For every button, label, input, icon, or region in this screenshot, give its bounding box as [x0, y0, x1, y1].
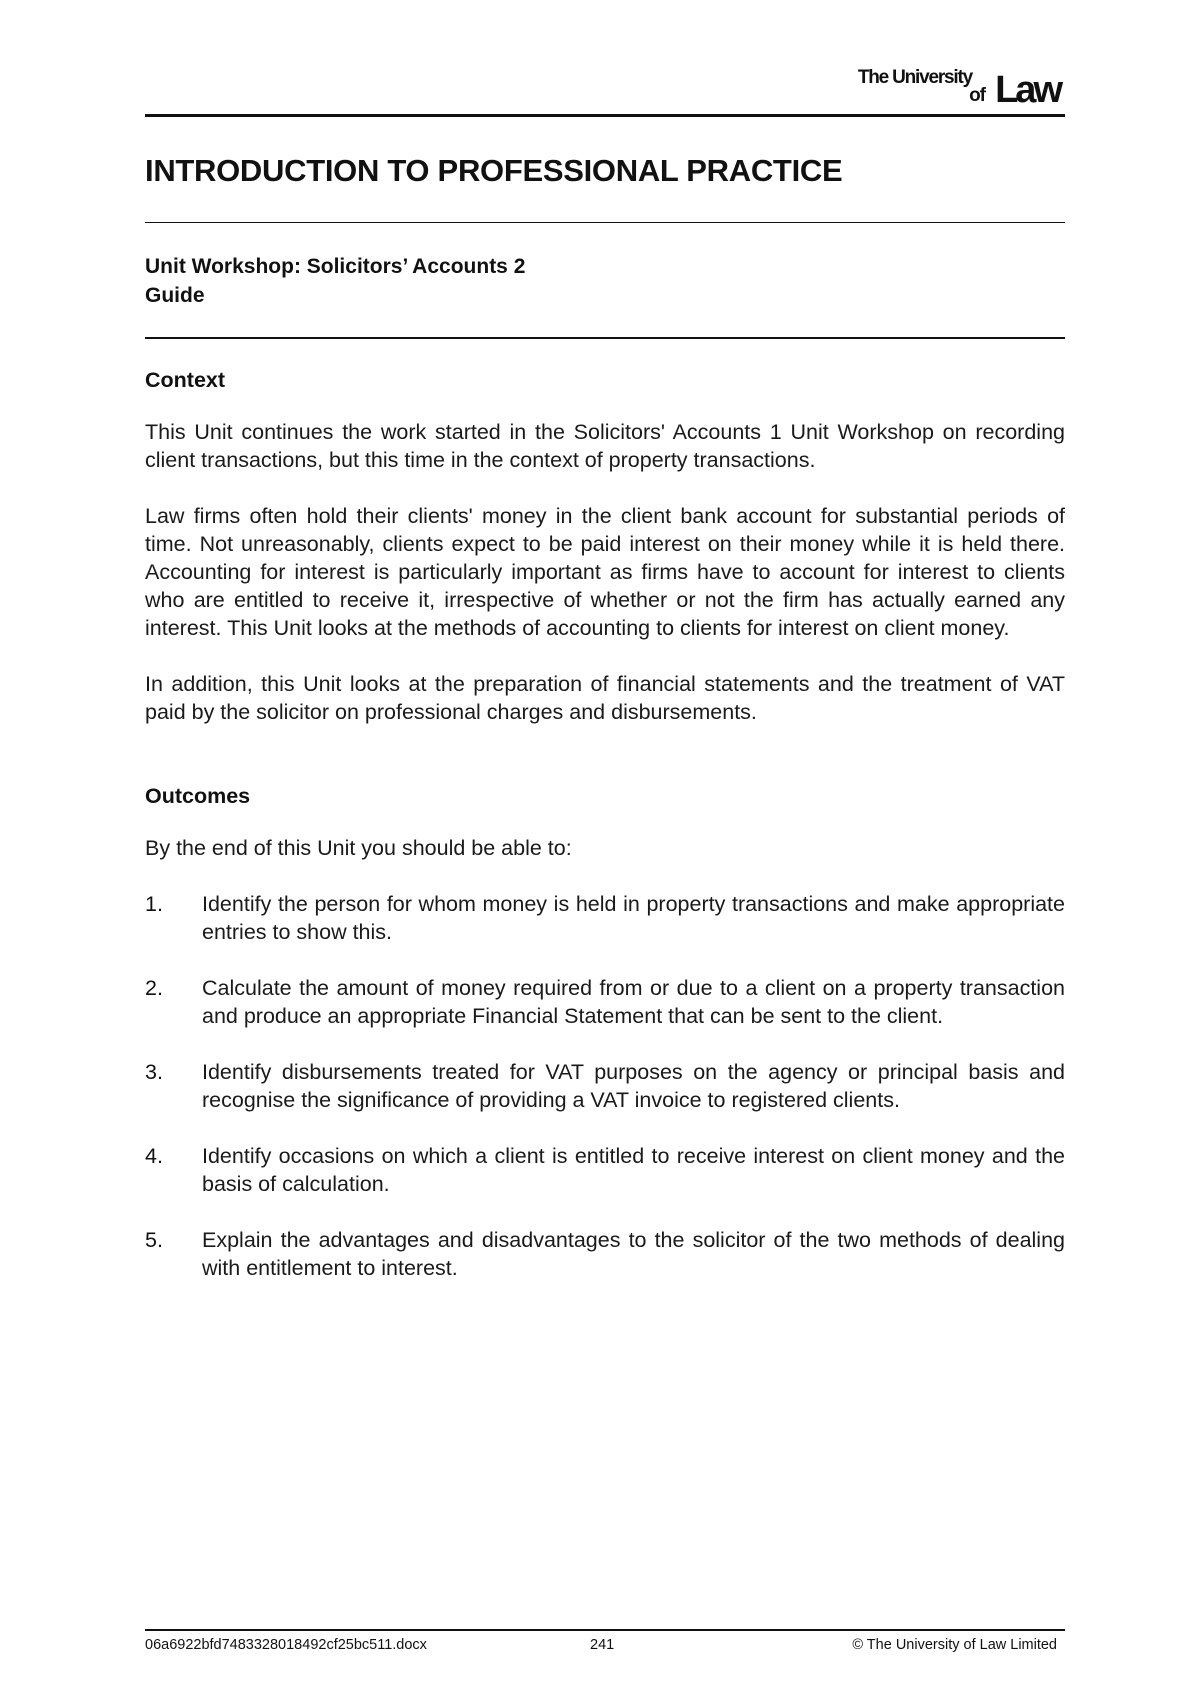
subtitle-guide: Guide [145, 284, 205, 307]
page-title: INTRODUCTION TO PROFESSIONAL PRACTICE [145, 153, 843, 188]
context-paragraph: Law firms often hold their clients' money in the client bank account for substantial periods of time. Not unreasonably, clients expect to be paid interest on their money while it is held there. Accounting for interest is particularly important as firms have to account for interest to clients who are entitled to receive it, irrespective of whether or not the firm has actually earned any interest. This Unit looks at the methods of accounting to clients for interest on client money. [145, 504, 1065, 640]
list-item-text: Identify the person for whom money is held in property transactions and make appropriate entries to show this. [202, 892, 1065, 944]
context-paragraph: In addition, this Unit looks at the preparation of financial statements and the treatment of VAT paid by the solicitor on professional charges and disbursements. [145, 672, 1065, 724]
unit-subtitle [145, 252, 525, 310]
footer-page-number: 241 [590, 1637, 615, 1653]
header-rule [145, 114, 1065, 117]
subtitle-workshop: Unit Workshop: Solicitors’ Accounts 2 [145, 255, 526, 278]
list-item [145, 1226, 1065, 1282]
list-item-number: 4. [145, 1144, 163, 1168]
logo-line-university: The University [857, 67, 972, 88]
logo-line-of: of [969, 85, 985, 106]
context-paragraph: This Unit continues the work started in the Solicitors' Accounts 1 Unit Workshop on recording client transactions, but this time in the context of property transactions. [145, 420, 1065, 472]
subtitle-divider [145, 337, 1065, 339]
outcomes-heading: Outcomes [145, 784, 251, 808]
list-item-number: 1. [145, 892, 163, 916]
logo-line-law: Law [995, 69, 1060, 111]
list-item [145, 1142, 1065, 1198]
university-logo [840, 65, 1060, 109]
list-item [145, 1058, 1065, 1114]
list-item-text: Explain the advantages and disadvantages to the solicitor of the two methods of dealing with entitlement to interest. [202, 1228, 1065, 1280]
list-item-text: Calculate the amount of money required from or due to a client on a property transaction and produce an appropriate Financial Statement that can be sent to the client. [202, 976, 1065, 1028]
context-section [145, 366, 1065, 726]
footer-copyright: © The University of Law Limited [852, 1637, 1057, 1653]
list-item [145, 974, 1065, 1030]
main-content [145, 366, 1065, 1310]
list-item-number: 2. [145, 976, 163, 1000]
list-item-text: Identify occasions on which a client is entitled to receive interest on client money and the basis of calculation. [202, 1144, 1065, 1196]
list-item-number: 5. [145, 1228, 163, 1252]
list-item-number: 3. [145, 1060, 163, 1084]
footer-rule [145, 1629, 1065, 1631]
footer-filename: 06a6922bfd7483328018492cf25bc511.docx [145, 1637, 427, 1653]
outcomes-intro: By the end of this Unit you should be able to: [145, 836, 572, 860]
list-item-text: Identify disbursements treated for VAT purposes on the agency or principal basis and recognise the significance of providing a VAT invoice to registered clients. [202, 1060, 1065, 1112]
title-divider [145, 222, 1065, 223]
outcomes-section [145, 782, 1065, 1282]
list-item [145, 890, 1065, 946]
outcomes-list [145, 890, 1065, 1282]
context-heading: Context [145, 368, 226, 392]
